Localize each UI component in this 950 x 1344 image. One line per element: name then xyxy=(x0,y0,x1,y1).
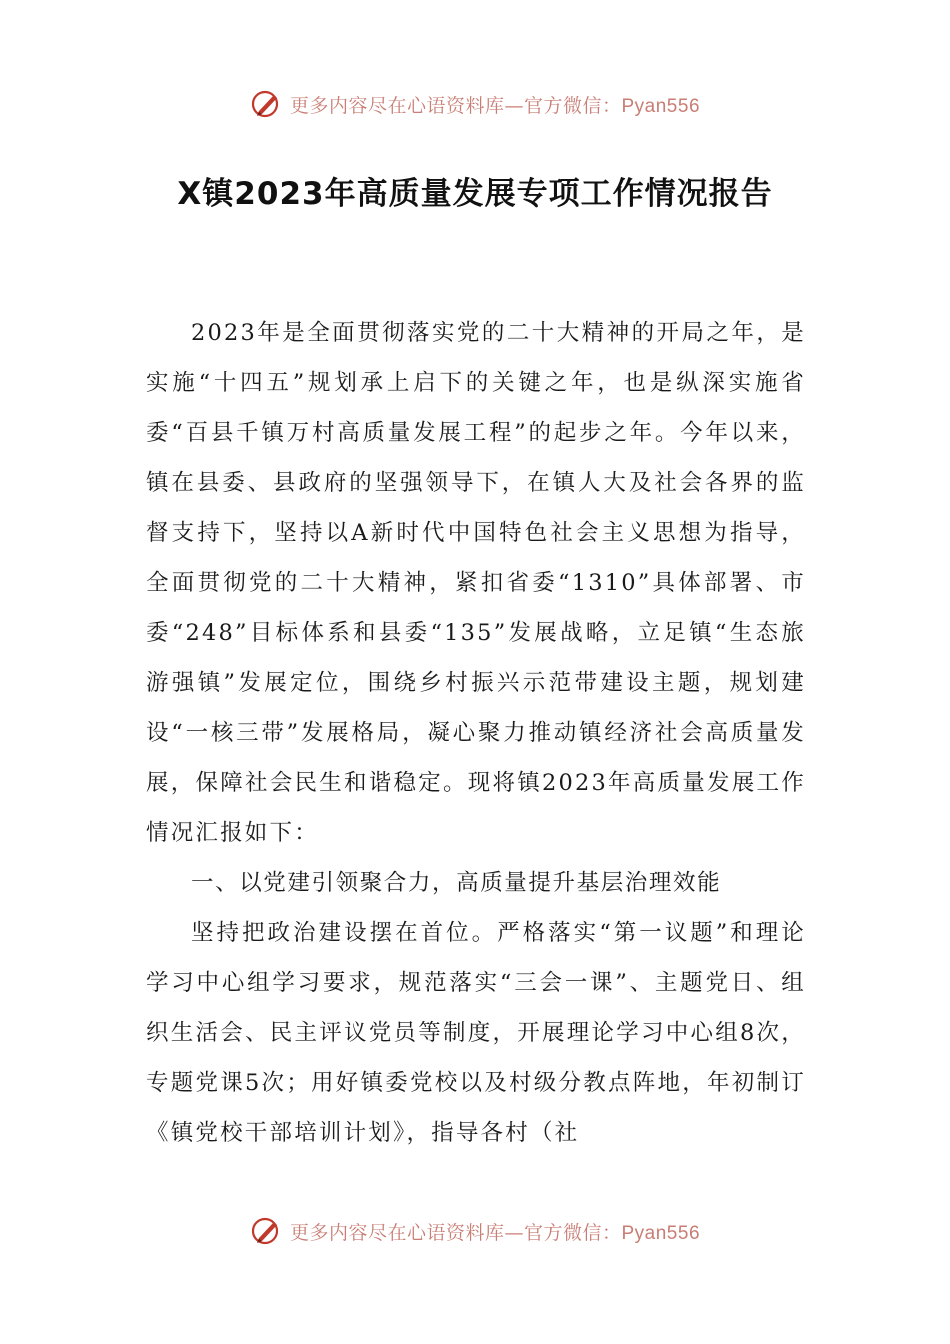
document-body xyxy=(146,308,806,1158)
header-watermark xyxy=(0,84,950,124)
pen-logo-icon xyxy=(250,87,284,121)
body-paragraph: 坚持把政治建设摆在首位。严格落实“第一议题”和理论学习中心组学习要求，规范落实“三会一课”、主题党日、组织生活会、民主评议党员等制度，开展理论学习中心组8次，专题党课5次；用好镇委党校以及村级分教点阵地，年初制订《镇党校干部培训计划》，指导各村（社 xyxy=(146,920,806,1146)
section-heading: 一、以党建引领聚合力，高质量提升基层治理效能 xyxy=(191,870,722,896)
watermark-wechat-id: Pyan556 xyxy=(621,1222,701,1244)
intro-paragraph: 2023年是全面贯彻落实党的二十大精神的开局之年，是实施“十四五”规划承上启下的关键之年，也是纵深实施省委“百县千镇万村高质量发展工程”的起步之年。今年以来，镇在县委、县政府的坚强领导下，在镇人大及社会各界的监督支持下，坚持以A新时代中国特色社会主义思想为指导，全面贯彻党的二十大精神，紧扣省委“1310”具体部署、市委“248”目标体系和县委“135”发展战略，立足镇“生态旅游强镇”发展定位，围绕乡村振兴示范带建设主题，规划建设“一核三带”发展格局，凝心聚力推动镇经济社会高质量发展，保障社会民生和谐稳定。现将镇2023年高质量发展工作情况汇报如下： xyxy=(146,320,806,846)
document-title: X镇2023年高质量发展专项工作情况报告 xyxy=(177,176,773,212)
watermark-text: 更多内容尽在心语资料库—官方微信：Pyan556 xyxy=(289,94,701,117)
footer-watermark xyxy=(0,1211,950,1251)
watermark-text: 更多内容尽在心语资料库—官方微信：Pyan556 xyxy=(289,1221,701,1244)
pen-logo-icon xyxy=(250,1214,284,1248)
watermark-wechat-id: Pyan556 xyxy=(621,95,701,117)
